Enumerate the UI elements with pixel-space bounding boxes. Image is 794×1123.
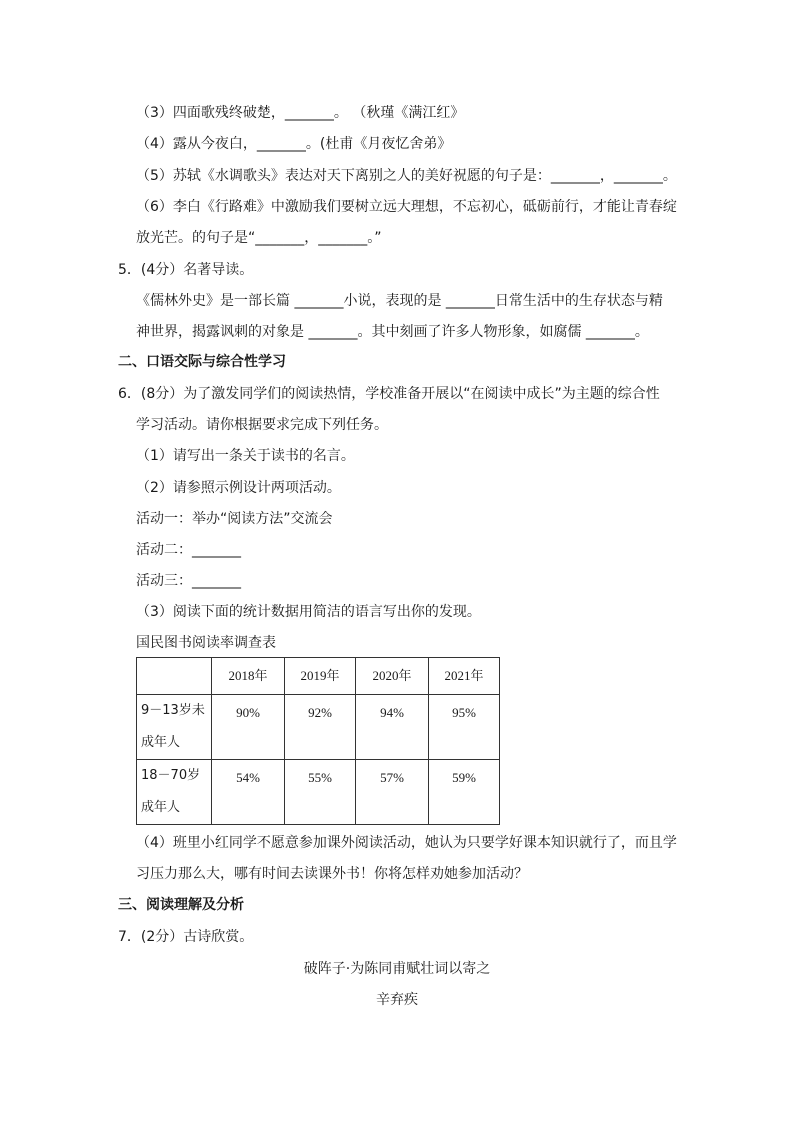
question-5-line2: 神世界，揭露讽刺的对象是 _______。其中刻画了许多人物形象，如腐儒 _______。: [136, 324, 649, 340]
section-3-heading: 三、阅读理解及分析: [118, 897, 244, 913]
question-6-4-line1: （4）班里小红同学不愿意参加课外阅读活动，她认为只要学好课本知识就行了，而且学: [136, 835, 677, 851]
poem-title: 破阵子·为陈同甫赋壮词以寄之: [303, 961, 491, 977]
table-cell: 95%: [429, 695, 500, 760]
question-6-line1: 6．(8分）为了激发同学们的阅读热情，学校准备开展以“在阅读中成长”为主题的综合性: [118, 386, 660, 402]
question-4-6-line2: 放光芒。的句子是“_______，_______。”: [136, 230, 382, 246]
table-header-cell: 2019年: [285, 658, 356, 695]
row-label-line2: 成年人: [141, 800, 181, 815]
activity-2: 活动二：_______: [136, 542, 241, 558]
table-title: 国民图书阅读率调查表: [136, 635, 276, 651]
row-label-line2: 成年人: [141, 735, 181, 750]
table-header-cell: 2021年: [429, 658, 500, 695]
question-4-6-line1: （6）李白《行路难》中激励我们要树立远大理想，不忘初心，砥砺前行，才能让青春绽: [136, 199, 677, 215]
question-5-line1: 《儒林外史》是一部长篇 _______小说，表现的是 _______日常生活中的生存状态与精: [136, 293, 663, 309]
table-cell: 90%: [212, 695, 285, 760]
table-cell: 54%: [212, 760, 285, 825]
table-row-label: [137, 695, 212, 760]
table-header-row: [137, 658, 500, 695]
row-label-line1: 9－13岁未: [141, 703, 205, 718]
table-row: [137, 760, 500, 825]
question-6-line2: 学习活动。请你根据要求完成下列任务。: [136, 417, 388, 433]
question-6-2: （2）请参照示例设计两项活动。: [136, 480, 341, 496]
table-cell: 92%: [285, 695, 356, 760]
poem-author: 辛弃疾: [376, 992, 418, 1008]
question-6-1: （1）请写出一条关于读书的名言。: [136, 448, 355, 464]
table-cell: 94%: [356, 695, 429, 760]
question-6-3: （3）阅读下面的统计数据用简洁的语言写出你的发现。: [136, 604, 481, 620]
reading-rate-table: [136, 657, 500, 825]
question-4-5: （5）苏轼《水调歌头》表达对天下离别之人的美好祝愿的句子是：_______，_______。: [136, 168, 677, 184]
table-header-cell: 2018年: [212, 658, 285, 695]
table-row-label: [137, 760, 212, 825]
question-4-4: （4）露从今夜白，_______。(杜甫《月夜忆舍弟》: [136, 136, 452, 152]
table-header-cell: 2020年: [356, 658, 429, 695]
table-cell: 57%: [356, 760, 429, 825]
table-row: [137, 695, 500, 760]
question-5-heading: 5．(4分）名著导读。: [118, 262, 254, 278]
table-cell: 55%: [285, 760, 356, 825]
table-cell: 59%: [429, 760, 500, 825]
row-label-line1: 18－70岁: [141, 768, 201, 783]
table-header-cell: [137, 658, 212, 695]
activity-3: 活动三：_______: [136, 573, 241, 589]
activity-1: 活动一：举办“阅读方法”交流会: [136, 511, 333, 527]
question-4-3: （3）四面歌残终破楚，_______。 （秋瑾《满江红》: [136, 105, 465, 121]
question-7-heading: 7．(2分）古诗欣赏。: [118, 929, 254, 945]
section-2-heading: 二、口语交际与综合性学习: [118, 354, 286, 370]
question-6-4-line2: 习压力那么大，哪有时间去读课外书！你将怎样劝她参加活动？: [136, 866, 528, 882]
